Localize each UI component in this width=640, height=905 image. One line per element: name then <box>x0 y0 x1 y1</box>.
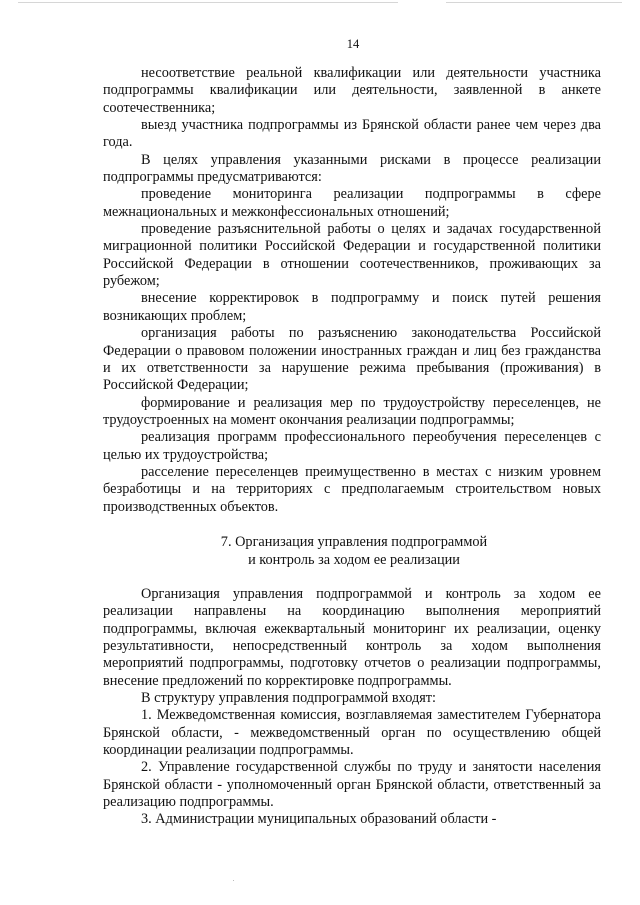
paragraph: реализация программ профессионального переобучения переселенцев с целью их трудоустройства; <box>103 429 601 463</box>
paragraph: В целях управления указанными рисками в процессе реализации подпрограммы предусматриваются: <box>103 151 601 186</box>
section-heading <box>103 533 601 569</box>
paragraph: организация работы по разъяснению законодательства Российской Федерации о правовом положении иностранных граждан и лиц без гражданства и их ответственности за нарушение режима пребывания (проживания) в Российской Федерации; <box>103 325 601 394</box>
scan-edge-line-right <box>446 2 622 3</box>
paragraph: расселение переселенцев преимущественно в местах с низким уровнем безработицы и на территориях с предполагаемым строительством новых производственных объектов. <box>103 463 601 515</box>
scan-speck <box>233 880 234 881</box>
scan-edge-line <box>18 2 398 3</box>
paragraph: несоответствие реальной квалификации или деятельности участника подпрограммы квалификации или деятельности, заявленной в анкете соотечественника; <box>103 65 601 116</box>
paragraph: 3. Администрации муниципальных образований области - <box>141 811 497 828</box>
paragraph: проведение мониторинга реализации подпрограммы в сфере межнациональных и межконфессиональных отношений; <box>103 186 601 220</box>
paragraph: выезд участника подпрограммы из Брянской области ранее чем через два года. <box>103 117 601 151</box>
page-number: 14 <box>346 37 360 51</box>
paragraph: проведение разъяснительной работы о целях и задачах государственной миграционной политики Российской Федерации и государственной политики Российской Федерации в отношении соотечественников, проживающих за рубежом; <box>103 221 601 290</box>
paragraph: формирование и реализация мер по трудоустройству переселенцев, не трудоустроенных на момент окончания реализации подпрограммы; <box>103 394 601 428</box>
paragraph: В структуру управления подпрограммой входят: <box>141 690 437 706</box>
section-heading-line-2: и контроль за ходом ее реализации <box>248 551 460 568</box>
paragraph: Организация управления подпрограммой и контроль за ходом ее реализации направлены на координацию выполнения мероприятий подпрограммы, включая ежеквартальный мониторинг их реализации, оценку результативности, непосредственный контроль за ходом выполнения мероприятий подпрограммы, подготовку отчетов о реализации подпрограммы, внесение предложений по корректировке подпрограммы. <box>103 585 601 689</box>
paragraph: внесение корректировок в подпрограмму и поиск путей решения возникающих проблем; <box>103 290 601 324</box>
document-body <box>103 65 601 829</box>
section-spacer <box>103 569 601 586</box>
section-heading-line-1: 7. Организация управления подпрограммой <box>220 533 488 550</box>
paragraph: 2. Управление государственной службы по труду и занятости населения Брянской области - уполномоченный орган Брянской области, ответственный за реализацию подпрограммы. <box>103 759 601 811</box>
paragraph: 1. Межведомственная комиссия, возглавляемая заместителем Губернатора Брянской области, - межведомственный орган по осуществлению общей координации реализации подпрограммы. <box>103 707 601 759</box>
